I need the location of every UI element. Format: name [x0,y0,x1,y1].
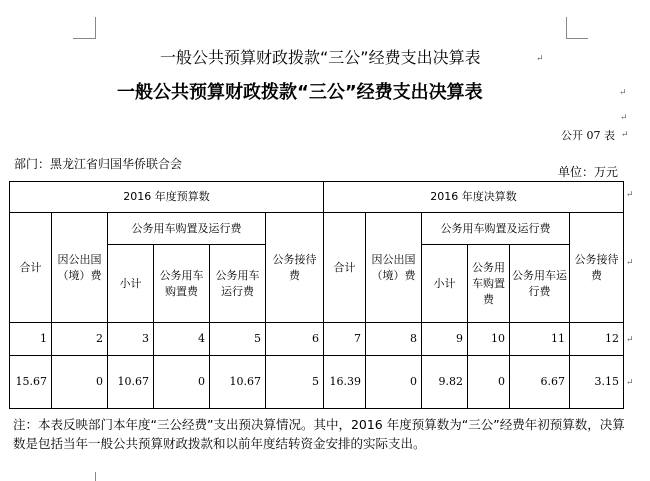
value-cell: 10.67 [210,356,266,409]
value-cell: 15.67 [10,356,52,409]
paragraph-mark: ↵ [621,130,629,140]
table-row-index [10,323,624,356]
paragraph-mark: ↵ [536,54,544,64]
budget-group-header: 2016 年度预算数 [10,182,324,213]
index-cell: 4 [154,323,210,356]
final-total-header: 合计 [324,213,366,323]
index-cell: 8 [366,323,422,356]
crop-mark-top-left-v [95,17,96,39]
index-cell: 7 [324,323,366,356]
budget-subtotal-header: 小计 [108,245,154,323]
value-cell: 16.39 [324,356,366,409]
crop-mark-top-left-h [73,38,96,39]
crop-mark-top-right-v [566,17,567,39]
value-cell: 3.15 [570,356,624,409]
crop-mark-bottom-left-v [95,472,96,481]
budget-operation-header: 公务用车运行费 [210,245,266,323]
value-cell: 10.67 [108,356,154,409]
index-cell: 2 [52,323,108,356]
final-subtotal-header: 小计 [422,245,468,323]
budget-abroad-header: 因公出国（境）费 [52,213,108,323]
final-abroad-header: 因公出国（境）费 [366,213,422,323]
budget-total-header: 合计 [10,213,52,323]
final-vehicle-group-header: 公务用车购置及运行费 [422,213,570,245]
crop-mark-top-right-h [566,38,588,39]
heading-plain: 一般公共预算财政拨款“三公”经费支出决算表 [160,48,481,67]
value-cell: 6.67 [510,356,570,409]
final-reception-header: 公务接待费 [570,213,624,323]
paragraph-mark: ↵ [626,258,634,268]
paragraph-mark: ↵ [626,378,634,388]
paragraph-mark: ↵ [619,88,627,98]
form-number: 公开 07 表 [561,129,615,142]
budget-purchase-header: 公务用车购置费 [154,245,210,323]
final-operation-header: 公务用车运行费 [510,245,570,323]
index-cell: 3 [108,323,154,356]
value-cell: 0 [52,356,108,409]
index-cell: 6 [266,323,324,356]
heading-bold: 一般公共预算财政拨款“三公”经费支出决算表 [117,82,483,103]
index-cell: 9 [422,323,468,356]
value-cell: 0 [468,356,510,409]
budget-reception-header: 公务接待费 [266,213,324,323]
index-cell: 11 [510,323,570,356]
index-cell: 12 [570,323,624,356]
footnote-text: 注：本表反映部门本年度“三公经费”支出预决算情况。其中，2016 年度预算数为“三公”经费年初预算数，决算数是包括当年一般公共预算财政拨款和以前年度结转资金安排的实际支出。 [13,417,625,451]
paragraph-mark: ↵ [626,190,634,200]
index-cell: 1 [10,323,52,356]
paragraph-mark: ↵ [626,335,634,345]
table-row-values [10,356,624,409]
value-cell: 9.82 [422,356,468,409]
budget-vehicle-group-header: 公务用车购置及运行费 [108,213,266,245]
index-cell: 5 [210,323,266,356]
value-cell: 5 [266,356,324,409]
department-label: 部门：黑龙江省归国华侨联合会 [14,157,183,171]
value-cell: 0 [154,356,210,409]
value-cell: 0 [366,356,422,409]
index-cell: 10 [468,323,510,356]
final-group-header: 2016 年度决算数 [324,182,624,213]
paragraph-mark: ↵ [620,113,628,123]
unit-label: 单位：万元 [558,165,619,179]
three-public-expense-table [9,181,624,409]
final-purchase-header: 公务用车购置费 [468,245,510,323]
